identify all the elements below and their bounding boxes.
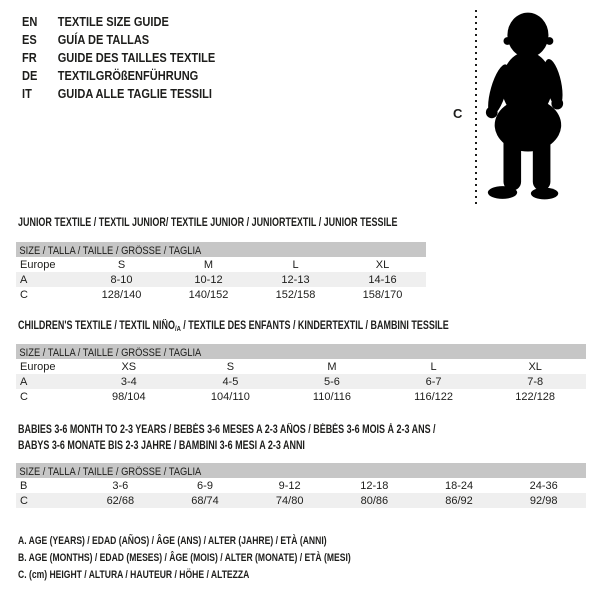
children-title-prefix: CHILDREN'S TEXTILE / TEXTIL NIÑO bbox=[18, 320, 175, 332]
value-cell: 4-5 bbox=[222, 375, 239, 388]
value-cell: 5-6 bbox=[324, 375, 340, 388]
value-cell: 104/110 bbox=[210, 390, 250, 403]
value-cell: 24-36 bbox=[529, 479, 558, 492]
children-size-table bbox=[16, 344, 586, 404]
value-cell: 98/104 bbox=[111, 390, 146, 403]
size-table-header-text: SIZE / TALLA / TAILLE / GRÖSSE / TAGLIA bbox=[19, 347, 202, 359]
value-cell: 122/128 bbox=[515, 390, 556, 403]
value-cell: 12-13 bbox=[281, 273, 310, 286]
junior-section-title: JUNIOR TEXTILE / TEXTIL JUNIOR/ TEXTILE JUNIOR / JUNIORTEXTIL / JUNIOR TESSILE bbox=[18, 217, 398, 229]
value-cell: 18-24 bbox=[444, 479, 474, 492]
value-cell: 7-8 bbox=[527, 375, 544, 388]
value-cell: 128/140 bbox=[101, 288, 142, 301]
table-row-height-cm bbox=[16, 493, 586, 508]
children-section-title bbox=[18, 320, 449, 333]
value-cell: 3-4 bbox=[120, 375, 137, 388]
size-table-header-text: SIZE / TALLA / TAILLE / GRÖSSE / TAGLIA bbox=[19, 245, 202, 257]
language-code: IT bbox=[22, 85, 32, 101]
language-code: ES bbox=[22, 31, 37, 47]
legend bbox=[18, 533, 445, 584]
size-table-header-text: SIZE / TALLA / TAILLE / GRÖSSE / TAGLIA bbox=[19, 466, 202, 478]
value-cell: 62/68 bbox=[106, 494, 135, 507]
table-row-age-years bbox=[16, 374, 586, 389]
value-cell: 80/86 bbox=[360, 494, 389, 507]
language-row bbox=[22, 48, 215, 66]
value-cell: 8-10 bbox=[110, 273, 133, 286]
language-row bbox=[22, 12, 215, 30]
babies-size-table bbox=[16, 463, 586, 508]
size-cell: XS bbox=[121, 360, 137, 373]
table-row-height-cm bbox=[16, 287, 426, 302]
row-label: C bbox=[20, 390, 28, 403]
language-list bbox=[22, 12, 249, 102]
language-title: TEXTILGRÖßENFÜHRUNG bbox=[57, 67, 199, 83]
language-code: EN bbox=[22, 13, 38, 29]
size-table-header bbox=[16, 463, 586, 478]
size-cell: XL bbox=[528, 360, 542, 373]
table-row-height-cm bbox=[16, 389, 586, 404]
legend-line-c: C. (cm) HEIGHT / ALTURA / HAUTEUR / HÖHE / ALTEZZA bbox=[18, 569, 250, 581]
value-cell: 140/152 bbox=[188, 288, 229, 301]
language-title: GUÍA DE TALLAS bbox=[57, 31, 150, 47]
height-measure-dotted-line bbox=[475, 10, 477, 208]
language-title: TEXTILE SIZE GUIDE bbox=[57, 13, 169, 29]
value-cell: 12-18 bbox=[360, 479, 389, 492]
value-cell: 68/74 bbox=[191, 494, 219, 507]
size-table-header bbox=[16, 344, 586, 359]
table-row-age-years bbox=[16, 272, 426, 287]
babies-section-title-line1: BABIES 3-6 MONTH TO 2-3 YEARS / BEBÉS 3-6 MESES A 2-3 AÑOS / BÉBÉS 3-6 MOIS À 2-3 ANS / bbox=[18, 424, 436, 436]
children-title-subscript: /A bbox=[174, 324, 181, 333]
row-label: C bbox=[20, 288, 28, 301]
value-cell: 158/170 bbox=[362, 288, 403, 301]
size-cell: XL bbox=[375, 258, 390, 271]
language-row bbox=[22, 66, 215, 84]
baby-silhouette-icon bbox=[481, 9, 569, 203]
value-cell: 14-16 bbox=[368, 273, 397, 286]
babies-section-title-line2: BABYS 3-6 MONATE BIS 2-3 JAHRE / BAMBINI 3-6 MESI A 2-3 ANNI bbox=[18, 440, 305, 452]
value-cell: 92/98 bbox=[529, 494, 558, 507]
size-cell: S bbox=[226, 360, 235, 373]
value-cell: 6-7 bbox=[425, 375, 442, 388]
junior-size-table bbox=[16, 242, 426, 302]
language-title: GUIDE DES TAILLES TEXTILE bbox=[57, 49, 216, 65]
value-cell: 110/116 bbox=[312, 390, 352, 403]
value-cell: 74/80 bbox=[275, 494, 304, 507]
value-cell: 116/122 bbox=[414, 390, 454, 403]
size-cell: L bbox=[292, 258, 299, 271]
table-row-europe bbox=[16, 257, 426, 272]
value-cell: 10-12 bbox=[194, 273, 223, 286]
height-measure-label: C bbox=[453, 106, 463, 121]
row-label: A bbox=[20, 273, 28, 286]
language-code: DE bbox=[22, 67, 38, 83]
language-row bbox=[22, 30, 215, 48]
size-cell: L bbox=[430, 360, 437, 373]
size-cell: S bbox=[117, 258, 126, 271]
row-label: B bbox=[20, 479, 28, 492]
table-row-europe bbox=[16, 359, 586, 374]
children-title-suffix: / TEXTILE DES ENFANTS / KINDERTEXTIL / BAMBINI TESSILE bbox=[180, 320, 449, 332]
legend-line-a: A. AGE (YEARS) / EDAD (AÑOS) / ÂGE (ANS) / ALTER (JAHRE) / ETÀ (ANNI) bbox=[18, 535, 327, 547]
value-cell: 152/158 bbox=[275, 288, 316, 301]
value-cell: 6-9 bbox=[197, 479, 213, 492]
size-table-header bbox=[16, 242, 426, 257]
language-row bbox=[22, 84, 215, 102]
size-cell: M bbox=[203, 258, 214, 271]
language-code: FR bbox=[22, 49, 37, 65]
value-cell: 3-6 bbox=[112, 479, 129, 492]
table-row-age-months bbox=[16, 478, 586, 493]
row-label: Europe bbox=[20, 258, 56, 271]
legend-line-b: B. AGE (MONTHS) / EDAD (MESES) / ÂGE (MOIS) / ALTER (MONATE) / ETÀ (MESI) bbox=[18, 552, 351, 564]
size-cell: M bbox=[327, 360, 337, 373]
language-title: GUIDA ALLE TAGLIE TESSILI bbox=[57, 85, 213, 101]
value-cell: 9-12 bbox=[278, 479, 301, 492]
row-label: Europe bbox=[20, 360, 56, 373]
value-cell: 86/92 bbox=[445, 494, 473, 507]
row-label: A bbox=[20, 375, 28, 388]
row-label: C bbox=[20, 494, 28, 507]
